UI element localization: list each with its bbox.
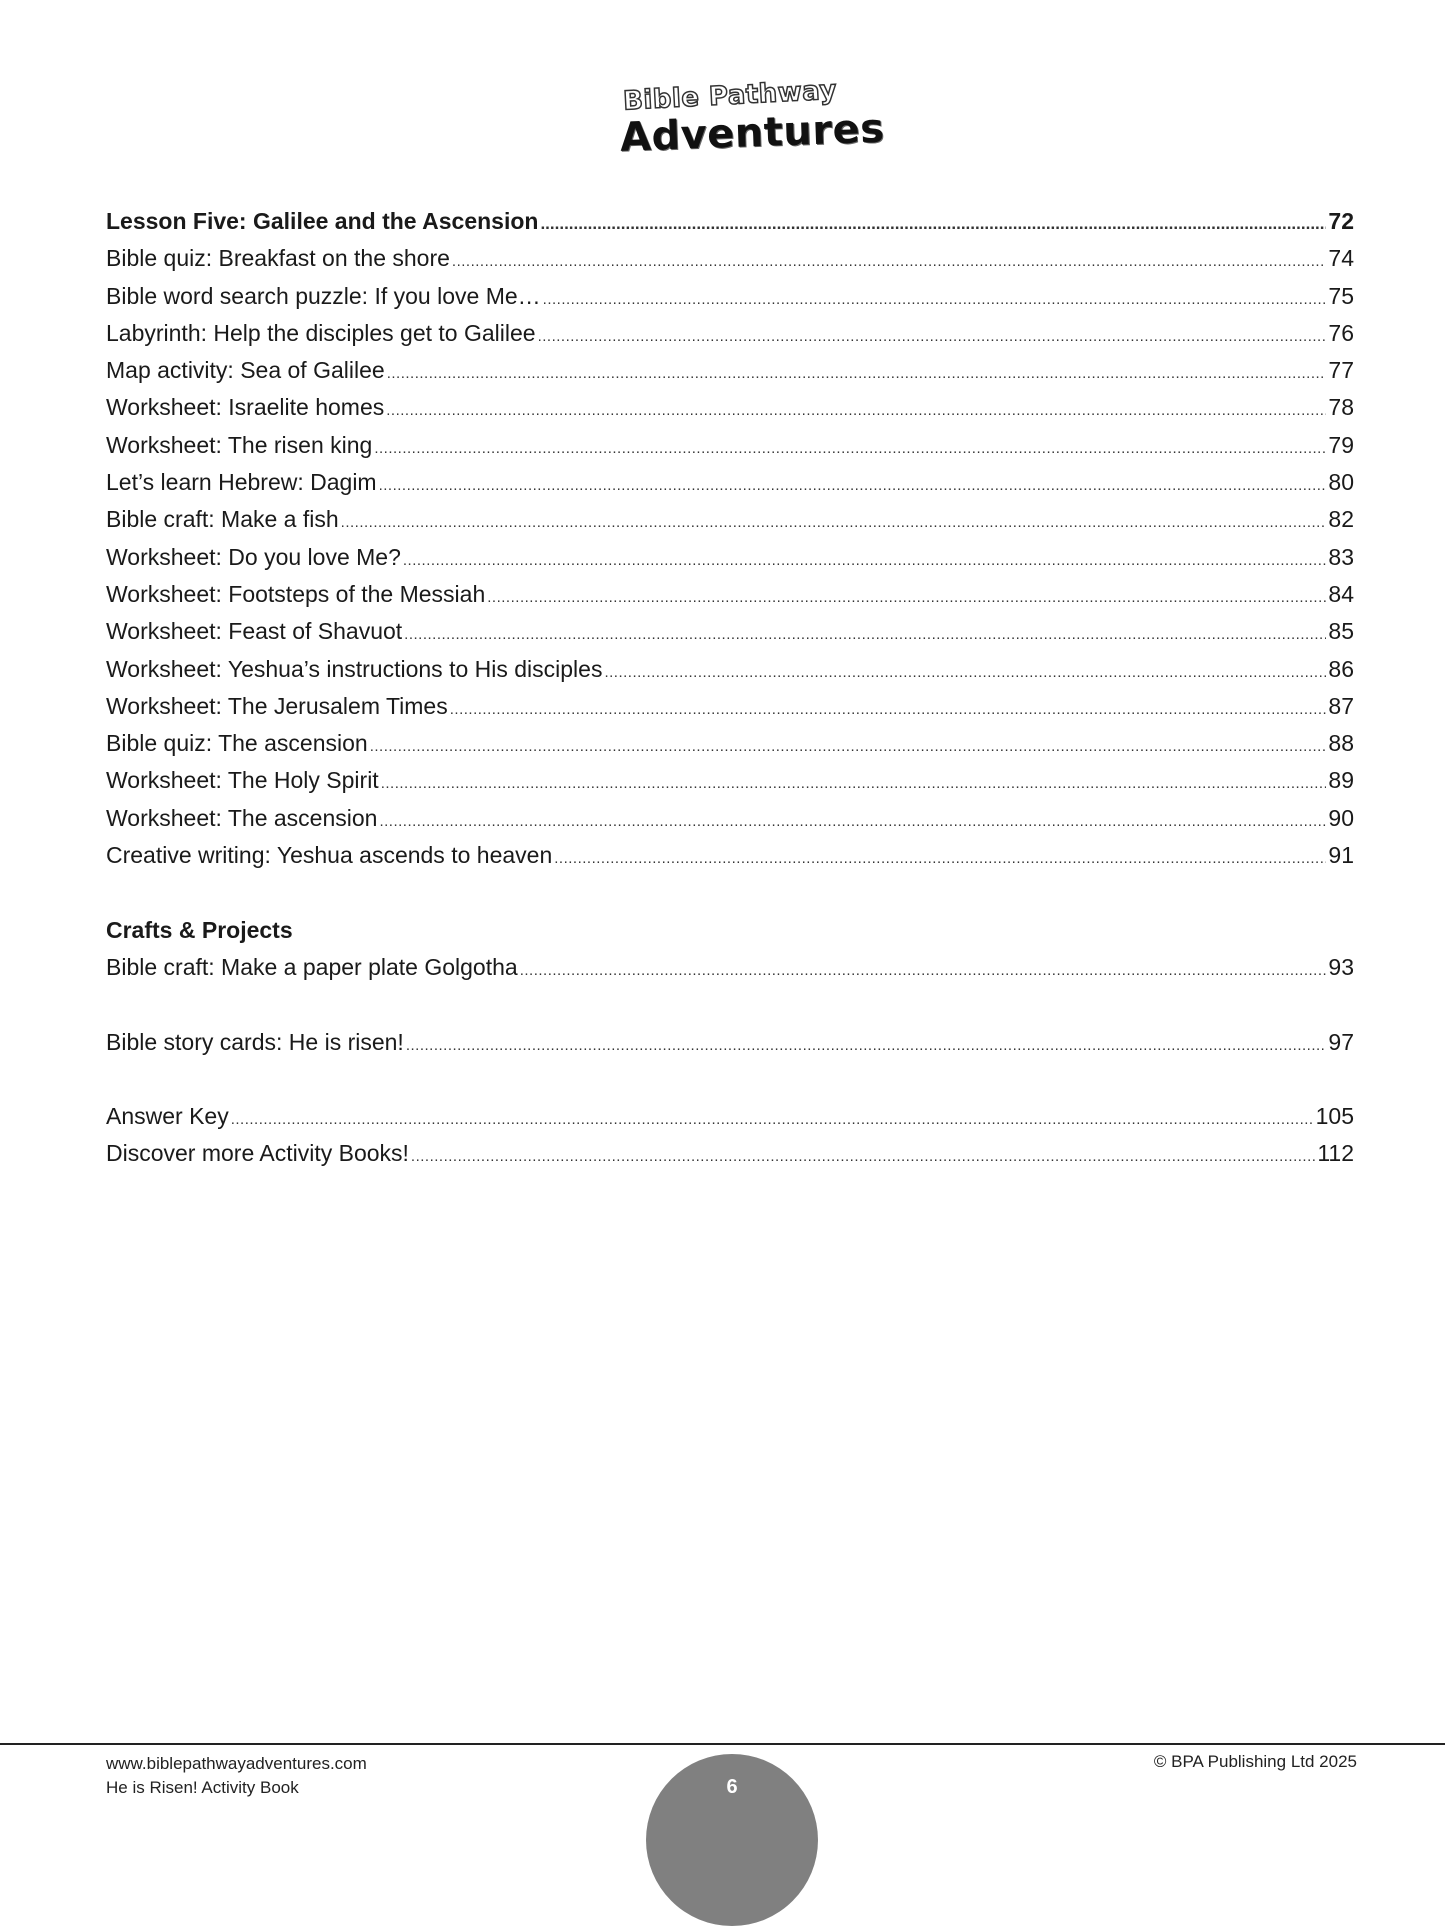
toc-entry-title: Worksheet: Israelite homes (106, 394, 385, 421)
toc-crafts-items (106, 949, 1354, 986)
toc-entry-page: 78 (1328, 394, 1354, 421)
toc-entry-title: Labyrinth: Help the disciples get to Galilee (106, 319, 536, 346)
toc-entry-page: 89 (1328, 767, 1354, 794)
toc-entry (106, 688, 1354, 725)
footer-website: www.biblepathwayadventures.com (106, 1754, 367, 1773)
toc-entry-page: 91 (1328, 842, 1354, 869)
toc-entry-page: 80 (1328, 469, 1354, 496)
toc-crafts-heading: Crafts & Projects (106, 916, 293, 943)
toc-back-matter (106, 1098, 1354, 1173)
toc-entry-page: 79 (1328, 431, 1354, 458)
toc-entry-page: 86 (1328, 655, 1354, 682)
toc-entry-page: 83 (1328, 543, 1354, 570)
toc-entry (106, 949, 1354, 986)
toc-entry (106, 539, 1354, 576)
toc-leader-dots (403, 539, 1327, 576)
toc-entry-title: Bible craft: Make a paper plate Golgotha (106, 953, 518, 980)
toc-entry-page: 85 (1328, 618, 1354, 645)
toc-entry-page: 90 (1328, 804, 1354, 831)
toc-entry (106, 389, 1354, 426)
toc-leader-dots (341, 501, 1327, 538)
toc-entry-title: Map activity: Sea of Galilee (106, 357, 385, 384)
toc-leader-dots (543, 278, 1327, 315)
toc-leader-dots (370, 725, 1327, 762)
toc-leader-dots (540, 203, 1326, 240)
toc-entry-page: 82 (1328, 506, 1354, 533)
footer-copyright: © BPA Publishing Ltd 2025 (1153, 1752, 1357, 1771)
toc-entry-title: Bible quiz: The ascension (106, 730, 368, 757)
table-of-contents (106, 203, 1354, 1173)
toc-entry (106, 1098, 1354, 1135)
toc-leader-dots (411, 1135, 1315, 1172)
toc-spacer (106, 874, 1354, 911)
toc-entry (106, 427, 1354, 464)
toc-leader-dots (374, 427, 1326, 464)
toc-entry-title: Worksheet: The Holy Spirit (106, 767, 379, 794)
toc-entry-title: Worksheet: Yeshua’s instructions to His disciples (106, 655, 603, 682)
toc-entry-title: Worksheet: The ascension (106, 804, 378, 831)
toc-entry-title: Discover more Activity Books! (106, 1140, 409, 1167)
toc-leader-dots (406, 1024, 1327, 1061)
toc-entry-title: Bible word search puzzle: If you love Me… (106, 282, 541, 309)
footer-book-title: He is Risen! Activity Book (106, 1778, 299, 1797)
logo-bottom-text: Adventures (619, 105, 886, 161)
toc-entry (106, 576, 1354, 613)
toc-entry-title: Worksheet: Do you love Me? (106, 543, 401, 570)
toc-entry-page: 84 (1328, 580, 1354, 607)
footer-left (106, 1752, 367, 1800)
publisher-logo (619, 75, 886, 161)
toc-entry-page: 97 (1328, 1028, 1354, 1055)
toc-entry-title: Creative writing: Yeshua ascends to heaven (106, 842, 553, 869)
toc-entry (106, 501, 1354, 538)
toc-entry-page: 93 (1328, 953, 1354, 980)
page-number: 6 (726, 1776, 738, 1798)
logo-top-text: Bible Pathway (622, 75, 838, 117)
toc-leader-dots (379, 800, 1326, 837)
toc-entry-title: Worksheet: The risen king (106, 431, 373, 458)
toc-leader-dots (231, 1098, 1314, 1135)
toc-entry (106, 464, 1354, 501)
toc-leader-dots (387, 352, 1327, 389)
toc-entry-title: Worksheet: Feast of Shavuot (106, 618, 403, 645)
toc-entry-title: Worksheet: The Jerusalem Times (106, 692, 448, 719)
toc-entry-title: Bible craft: Make a fish (106, 506, 339, 533)
toc-entry (106, 240, 1354, 277)
toc-lesson-heading (106, 203, 1354, 240)
toc-leader-dots (604, 651, 1326, 688)
toc-leader-dots (538, 315, 1327, 352)
toc-entry (106, 613, 1354, 650)
toc-entry-page: 76 (1328, 319, 1354, 346)
toc-entry (106, 725, 1354, 762)
toc-entry-page: 112 (1317, 1140, 1354, 1167)
toc-entry (106, 352, 1354, 389)
toc-leader-dots (404, 613, 1326, 650)
toc-entry-title: Worksheet: Footsteps of the Messiah (106, 580, 486, 607)
toc-entry-title: Let’s learn Hebrew: Dagim (106, 469, 377, 496)
toc-entry (106, 278, 1354, 315)
toc-entry-title: Bible story cards: He is risen! (106, 1028, 404, 1055)
toc-leader-dots (452, 240, 1326, 277)
toc-entry-title: Answer Key (106, 1103, 229, 1130)
toc-leader-dots (381, 762, 1327, 799)
toc-entry-title: Bible quiz: Breakfast on the shore (106, 245, 450, 272)
toc-entry-page: 88 (1328, 730, 1354, 757)
toc-entry-page: 74 (1328, 245, 1354, 272)
toc-leader-dots (386, 389, 1326, 426)
toc-entry (106, 837, 1354, 874)
toc-spacer (106, 986, 1354, 1023)
toc-lesson-page: 72 (1328, 208, 1354, 234)
toc-entry (106, 1024, 1354, 1061)
toc-entry-page: 87 (1328, 692, 1354, 719)
toc-entry (106, 1135, 1354, 1172)
toc-spacer (106, 1061, 1354, 1098)
toc-entry (106, 800, 1354, 837)
toc-entry (106, 315, 1354, 352)
toc-leader-dots (379, 464, 1327, 501)
toc-leader-dots (554, 837, 1326, 874)
toc-leader-dots (520, 949, 1327, 986)
footer-divider (0, 1743, 1445, 1745)
toc-lesson-items (106, 240, 1354, 874)
toc-entry (106, 762, 1354, 799)
toc-entry (106, 651, 1354, 688)
toc-lesson-title: Lesson Five: Galilee and the Ascension (106, 208, 539, 234)
toc-entry-page: 77 (1328, 357, 1354, 384)
toc-entry-page: 105 (1315, 1103, 1354, 1130)
toc-entry-page: 75 (1328, 282, 1354, 309)
toc-leader-dots (450, 688, 1327, 725)
toc-leader-dots (487, 576, 1326, 613)
